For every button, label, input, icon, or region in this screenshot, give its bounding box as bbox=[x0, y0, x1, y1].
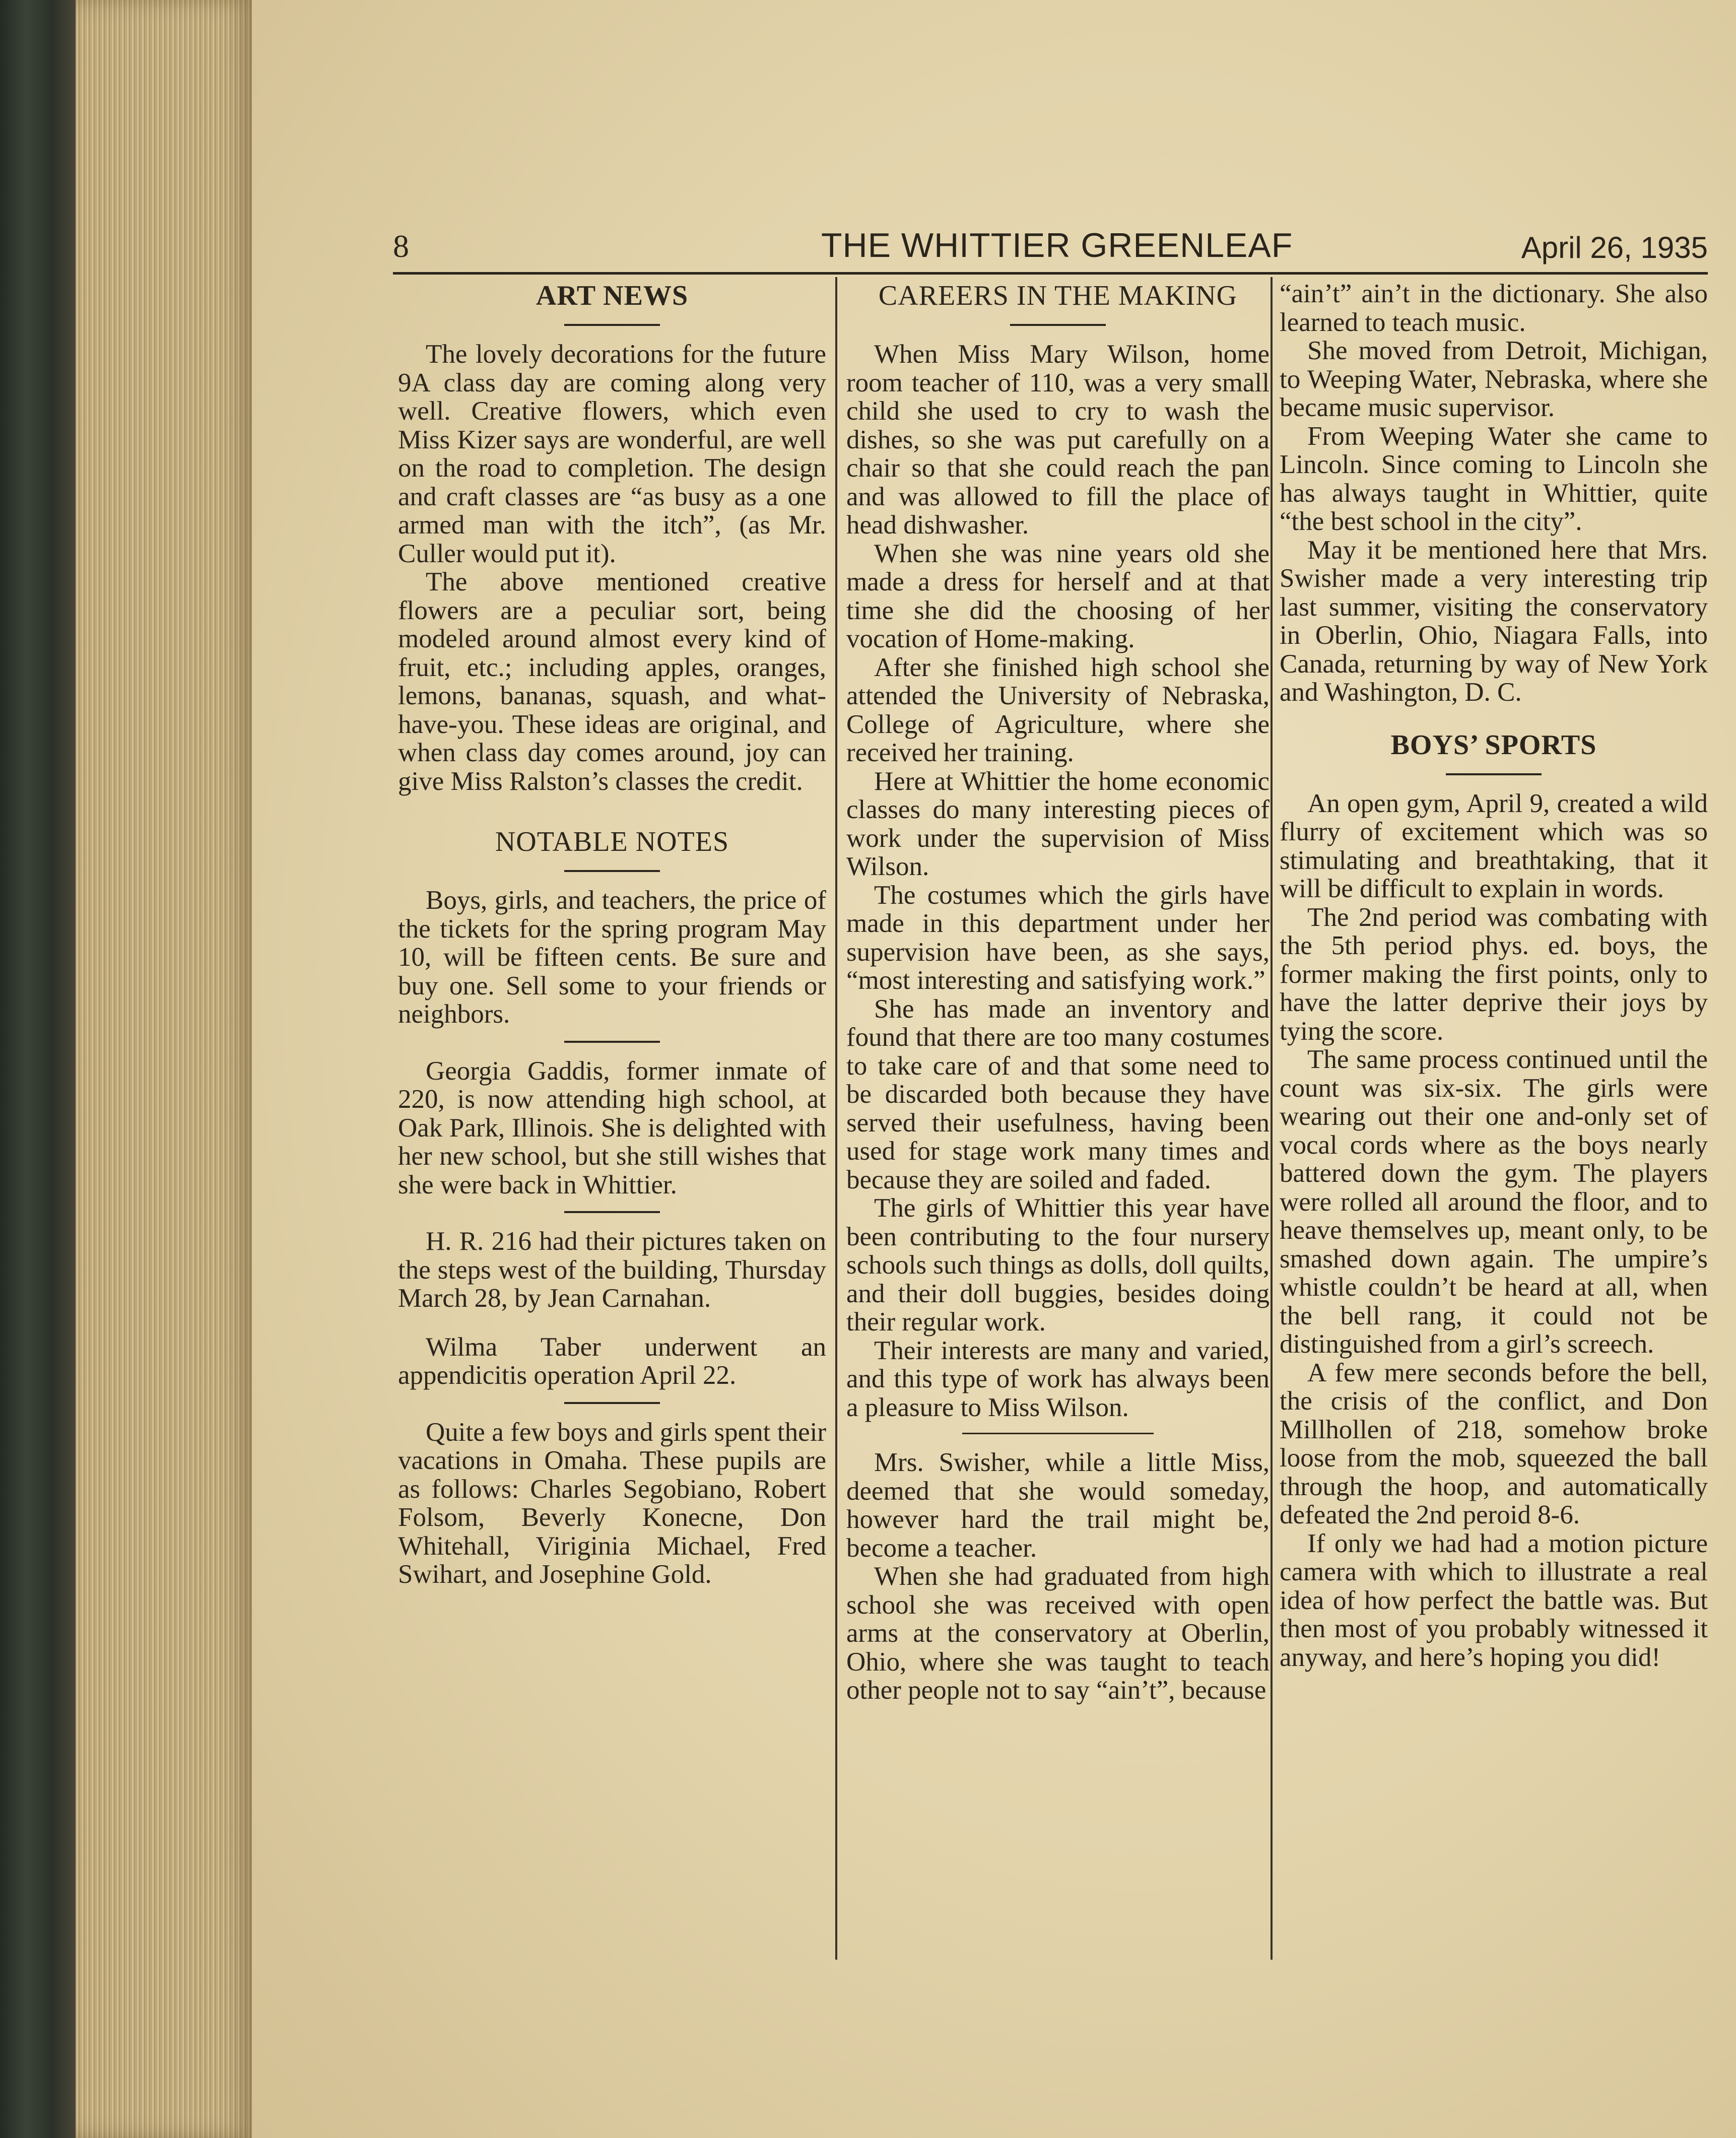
item-rule bbox=[564, 1041, 660, 1043]
note-item: Georgia Gaddis, former inmate of 220, is now attending high school, at Oak Park, Illinois. She is delighted with her new school, but she still wishes that she were back in Whittier. bbox=[398, 1056, 826, 1199]
issue-date: April 26, 1935 bbox=[1521, 231, 1708, 264]
careers-paragraph: The girls of Whittier this year have been contributing to the four nursery schools such things as dolls, doll quilts, and their doll buggies, besides doing their regular work. bbox=[846, 1193, 1270, 1337]
boys-sports-paragraph: An open gym, April 9, created a wild flurry of excitement which was so stimulating and breathtaking, that it will be difficult to explain in words. bbox=[1280, 788, 1708, 903]
item-rule bbox=[564, 1211, 660, 1213]
careers-paragraph: When she was nine years old she made a dress for herself and at that time she did the choosing of her vocation of Home-making. bbox=[846, 539, 1270, 653]
careers-paragraph: Mrs. Swisher, while a little Miss, deemed that she would someday, however hard the trail might be, become a teacher. bbox=[846, 1448, 1270, 1563]
column-divider bbox=[835, 277, 837, 1960]
column-1 bbox=[398, 280, 826, 1957]
careers-paragraph: When Miss Mary Wilson, home room teacher of 110, was a very small child she used to cry to wash the dishes, so she was put carefully on a chair so that she could reach the pan and was allowed to fill the place of head dishwasher. bbox=[846, 340, 1270, 540]
boys-sports-paragraph: The same process continued until the count was six-six. The girls were wearing out their one and-only set of vocal cords where as the boys nearly battered down the gym. The players were rolled all around the floor, and to heave themselves up, meant only, to be smashed down again. The umpire’s whistle couldn’t be heard at all, when the bell rang, it could not be distinguished from a girl’s screech. bbox=[1280, 1045, 1708, 1359]
section-rule bbox=[1446, 773, 1542, 775]
careers-paragraph: She has made an inventory and found that there are too many costumes to take care of and that some need to be discarded both because they have served their usefulness, having been used for stage work many times and because they are soiled and faded. bbox=[846, 994, 1270, 1194]
note-item: H. R. 216 had their pictures taken on the steps west of the building, Thursday March 28, by Jean Carnahan. bbox=[398, 1227, 826, 1313]
careers-paragraph: After she finished high school she attended the University of Nebraska, College of Agriculture, where she received her training. bbox=[846, 652, 1270, 767]
note-item: Boys, girls, and teachers, the price of the tickets for the spring program May 10, will be fifteen cents. Be sure and buy one. Sell some to your friends or neighbors. bbox=[398, 886, 826, 1029]
section-rule bbox=[564, 324, 660, 326]
section-rule bbox=[564, 870, 660, 872]
boys-sports-paragraph: The 2nd period was combating with the 5th period phys. ed. boys, the former making the first points, only to have the latter deprive their joys by tying the score. bbox=[1280, 902, 1708, 1046]
careers-paragraph: The costumes which the girls have made in this department under her supervision have been, as she says, “most interesting and satisfying work.” bbox=[846, 880, 1270, 995]
column-divider bbox=[1271, 277, 1273, 1960]
article-rule bbox=[962, 1433, 1154, 1434]
note-item: Wilma Taber underwent an appendicitis operation April 22. bbox=[398, 1332, 826, 1390]
careers-paragraph: Their interests are many and varied, and this type of work has always been a pleasure to Miss Wilson. bbox=[846, 1335, 1270, 1422]
boys-sports-paragraph: If only we had had a motion picture camera with which to illustrate a real idea of how perfect the battle was. But then most of you probably witnessed it anyway, and here’s hoping you did! bbox=[1280, 1528, 1708, 1672]
careers-continued-paragraph: May it be mentioned here that Mrs. Swisher made a very interesting trip last summer, visiting the conservatory in Oberlin, Ohio, Niagara Falls, into Canada, returning by way of New York and Washington, D. C. bbox=[1280, 535, 1708, 707]
careers-title: CAREERS IN THE MAKING bbox=[878, 280, 1238, 311]
page-header bbox=[393, 217, 1708, 275]
art-news-title: ART NEWS bbox=[536, 280, 689, 311]
section-rule bbox=[1010, 324, 1106, 326]
column-3 bbox=[1280, 280, 1708, 1957]
art-news-paragraph: The lovely decorations for the future 9A class day are coming along very well. Creative flowers, which even Miss Kizer says are wonderful, are well on the road to completion. The design and craft classes are “as busy as a one armed man with the itch”, (as Mr. Culler would put it). bbox=[398, 340, 826, 568]
page-number: 8 bbox=[393, 228, 409, 264]
careers-paragraph: Here at Whittier the home economic classes do many interesting pieces of work under the supervision of Miss Wilson. bbox=[846, 766, 1270, 881]
careers-continued-paragraph: From Weeping Water she came to Lincoln. Since coming to Lincoln she has always taught in Whittier, quite “the best school in the city”. bbox=[1280, 421, 1708, 536]
note-item: Quite a few boys and girls spent their vacations in Omaha. These pupils are as follows: Charles Segobiano, Robert Folsom, Beverly Konecne, Don Whitehall, Viriginia Michael, Fred Swihart, and Josephine Gold. bbox=[398, 1417, 826, 1589]
boys-sports-title: BOYS’ SPORTS bbox=[1390, 729, 1597, 761]
item-rule bbox=[564, 1402, 660, 1404]
boys-sports-paragraph: A few mere seconds before the bell, the crisis of the conflict, and Don Millhollen of 218, somehow broke loose from the mob, squeezed the ball through the hoop, and automatically defeated the 2nd peroid 8-6. bbox=[1280, 1358, 1708, 1529]
art-news-paragraph: The above mentioned creative flowers are a peculiar sort, being modeled around almost every kind of fruit, etc.; including apples, oranges, lemons, bananas, squash, and what-have-you. These ideas are original, and when class day comes around, joy can give Miss Ralston’s classes the credit. bbox=[398, 567, 826, 796]
careers-continued-paragraph: “ain’t” ain’t in the dictionary. She also learned to teach music. bbox=[1280, 280, 1708, 337]
page-edges bbox=[76, 0, 257, 2138]
masthead: THE WHITTIER GREENLEAF bbox=[821, 226, 1293, 264]
notable-notes-title: NOTABLE NOTES bbox=[495, 826, 729, 857]
book-binding bbox=[0, 0, 76, 2138]
careers-continued-paragraph: She moved from Detroit, Michigan, to Weeping Water, Nebraska, where she became music supervisor. bbox=[1280, 336, 1708, 422]
column-2 bbox=[846, 280, 1270, 1957]
careers-paragraph: When she had graduated from high school she was received with open arms at the conservatory at Oberlin, Ohio, where she was taught to teach other people not to say “ain’t”, because bbox=[846, 1562, 1270, 1705]
